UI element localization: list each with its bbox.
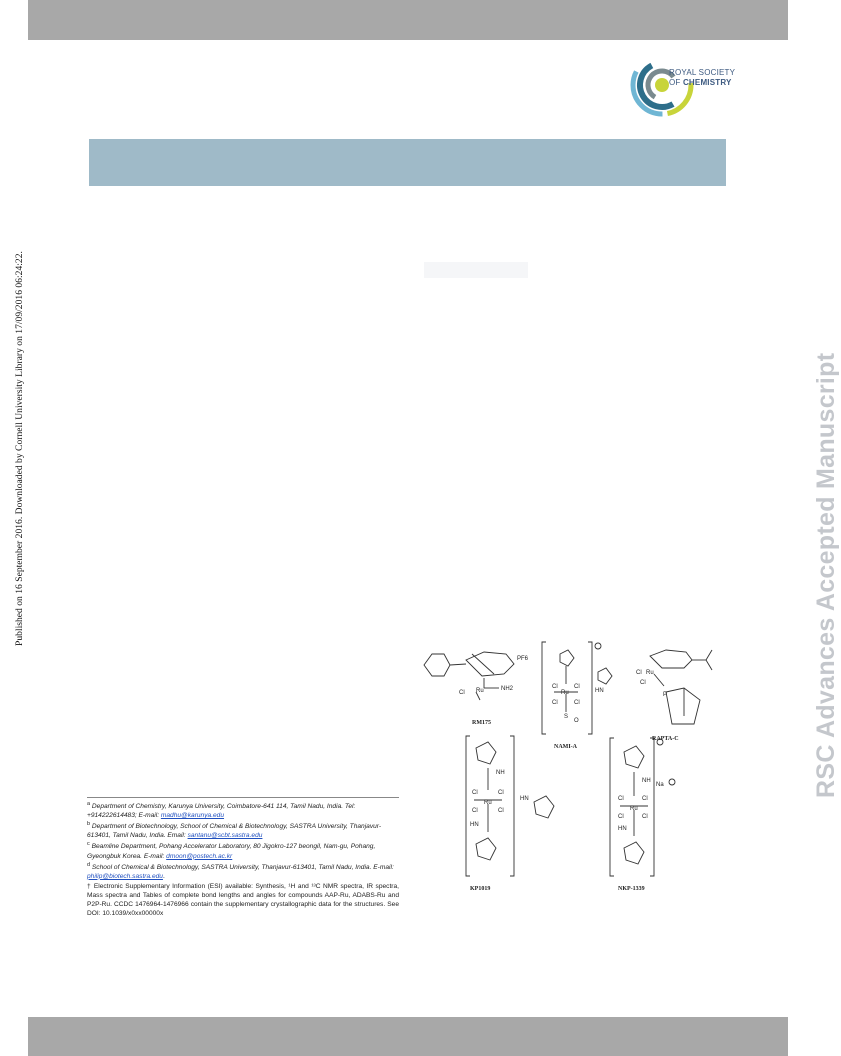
scheme-drawing bbox=[414, 640, 720, 896]
logo-line2: OF CHEMISTRY bbox=[669, 78, 732, 87]
nami-o: O bbox=[574, 718, 579, 724]
footnote-b: $^b$ Department of Biotechnology, School of Chemical & Biotechnology, SASTRA University, Thanjavur- 613401, Tamil Nadu, India. Email: santanu@scbt.sastra.edu bbox=[87, 821, 382, 840]
email-link-c[interactable]: dmoon@postech.ac.kr bbox=[166, 852, 233, 860]
nami-s: S bbox=[564, 714, 569, 720]
logo-line3: CHEMISTRY bbox=[682, 78, 732, 87]
title-band bbox=[89, 139, 726, 186]
kp-cl3: Cl bbox=[472, 808, 478, 814]
label-nkp-1339: NKP-1339 bbox=[618, 886, 645, 892]
rm175-structure bbox=[424, 652, 529, 726]
nkp-ru: Ru bbox=[630, 806, 638, 812]
rm175-cl: Cl bbox=[459, 690, 465, 696]
bottom-footer-bar bbox=[28, 1017, 788, 1056]
email-link-a[interactable]: madhu@karunya.edu bbox=[160, 812, 225, 820]
nami-cl3: Cl bbox=[552, 700, 558, 706]
rm175-pf6: PF6 bbox=[517, 656, 529, 662]
footnote-c: $^c$ Beamline Department, Pohang Accelerator Laboratory, 80 Jigokro-127 beongil, Nam-gu, Pohang, Gyeongbuk Korea. E-mail: dmoon@postech.ac.kr bbox=[87, 841, 376, 860]
nkp-cl3: Cl bbox=[618, 814, 624, 820]
footnote-a: $^a$ Department of Chemistry, Karunya University, Coimbatore-641 114, Tamil Nadu, India. Tel: +914222614483; E-mail: madhu@karunya.edu bbox=[87, 801, 356, 820]
ruthenium-complexes-scheme bbox=[414, 640, 720, 896]
label-nami-a: NAMI-A bbox=[554, 744, 577, 750]
kp-cl1: Cl bbox=[472, 790, 478, 796]
rm175-ru: Ru bbox=[476, 688, 484, 694]
rapta-c-structure bbox=[636, 650, 712, 742]
nkp-cl4: Cl bbox=[642, 814, 648, 820]
nkp-na: Na bbox=[656, 782, 664, 788]
rapta-cl2: Cl bbox=[640, 680, 646, 686]
nami-cl2: Cl bbox=[574, 684, 580, 690]
nkp-1339-structure bbox=[610, 738, 675, 892]
faint-placeholder bbox=[424, 262, 528, 278]
kp1019-structure bbox=[466, 736, 554, 892]
rapta-p: P bbox=[663, 692, 668, 698]
nami-a-structure bbox=[542, 642, 612, 750]
footnotes bbox=[87, 797, 399, 918]
footnote-d: $^d$ School of Chemical & Biotechnology, SASTRA University, Thanjavur-613401, Tamil Nadu, India. E-mail: philip@biotech.sastra.edu. bbox=[87, 861, 394, 880]
nkp-cl2: Cl bbox=[642, 796, 648, 802]
nami-cl4: Cl bbox=[574, 700, 580, 706]
logo-line1: ROYAL SOCIETY bbox=[669, 68, 736, 77]
nkp-nh: NH bbox=[642, 778, 651, 784]
nami-ru: Ru bbox=[561, 690, 569, 696]
publication-sidenote: Published on 16 September 2016. Downloaded by Cornell University Library on 17/09/2016 06:24:22. bbox=[14, 251, 25, 646]
nami-hn: HN bbox=[595, 688, 604, 694]
label-rm175: RM175 bbox=[472, 720, 491, 726]
top-header-bar bbox=[28, 0, 788, 40]
rsc-logo-text bbox=[669, 68, 735, 88]
rapta-ru: Ru bbox=[646, 670, 654, 676]
kp-cl4: Cl bbox=[498, 808, 504, 814]
esi-note: † Electronic Supplementary Information (ESI) available: Synthesis, ¹H and ¹³C NMR spectra, IR spectra, Mass spectra and Tables of complete bond lengths and angles for compounds AAP-Ru, ADABS-Ru and P2P-Ru. CCDC 1476964-1476966 contain the supplementary crystallographic data for the structures. See DOI: 10.1039/x0xx00000x bbox=[87, 882, 399, 917]
label-kp1019: KP1019 bbox=[470, 886, 491, 892]
nkp-hn: HN bbox=[618, 826, 627, 832]
email-link-d[interactable]: philip@biotech.sastra.edu bbox=[87, 872, 163, 880]
kp-nh: NH bbox=[496, 770, 505, 776]
label-rapta-c: RAPTA-C bbox=[652, 736, 679, 742]
kp-cl2: Cl bbox=[498, 790, 504, 796]
email-link-b[interactable]: santanu@scbt.sastra.edu bbox=[187, 832, 263, 840]
kp-ru: Ru bbox=[484, 800, 492, 806]
nami-cl1: Cl bbox=[552, 684, 558, 690]
kp-hn-cation: HN bbox=[520, 796, 529, 802]
nkp-cl1: Cl bbox=[618, 796, 624, 802]
rm175-nh2: NH2 bbox=[501, 686, 514, 692]
accepted-manuscript-watermark: RSC Advances Accepted Manuscript bbox=[812, 352, 840, 798]
rapta-cl1: Cl bbox=[636, 670, 642, 676]
kp-hn: HN bbox=[470, 822, 479, 828]
